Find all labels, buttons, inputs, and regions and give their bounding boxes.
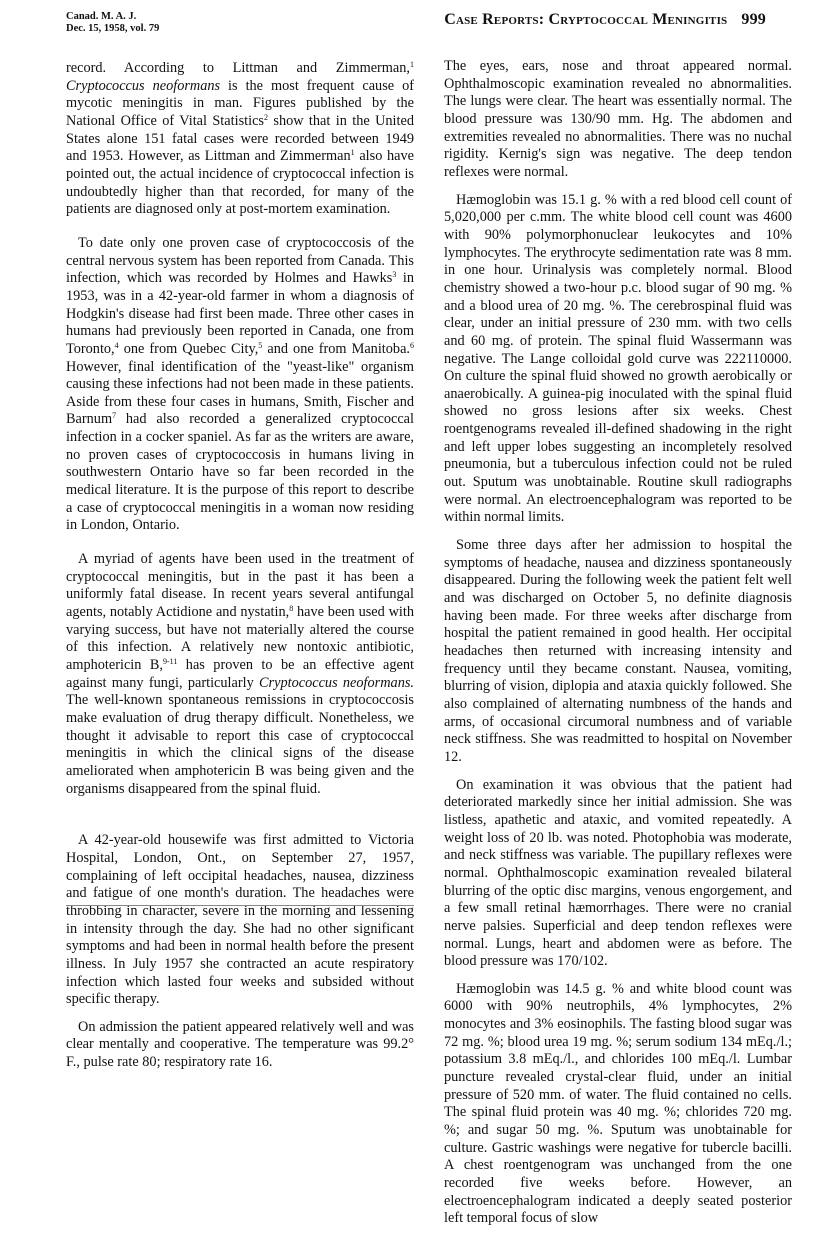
- paragraph-treatment: A myriad of agents have been used in the treatment of cryptococcal meningitis, but in the past it has been a uniformly fatal disease. In recent years several antifungal agents, notably Actidione and nystatin,$^8$ have been used with varying success, but have not materially altered the course of this infection. A relatively new nontoxic antibiotic, amphotericin B,$^{9-11}$ has proven to be an effective agent against many fungi, particularly Cryptococcus neoformans. The well-known spontaneous remissions in cryptococcosis make evaluation of drug therapy difficult. Nonetheless, we thought it advisable to report this case of cryptococcal meningitis in which the clinical signs of the disease ameliorated when amphotericin B was being given and the organisms disappeared from the spinal fluid.: [66, 551, 414, 797]
- paragraph-canadian-cases: To date only one proven case of cryptococcosis of the central nervous system has been reported from Canada. This infection, which was recorded by Holmes and Hawks$^3$ in 1953, was in a 42-year-old farmer in whom a diagnosis of Hodgkin's disease had first been made. Three other cases in humans had previously been reported in Canada, one from Toronto,$^4$ one from Quebec City,$^5$ and one from Manitoba.$^6$ However, final identification of the "yeast-like" organism causing these infections had not been made in these patients. Aside from these four cases in humans, Smith, Fischer and Barnum$^7$ had also recorded a generalized cryptococcal infection in a cocker spaniel. As far as the writers are aware, no proven cases of cryptococcosis in humans living in southwestern Ontario have so far been recorded in the medical literature. It is the purpose of this report to describe a case of cryptococcal meningitis in a woman now residing in London, Ontario.: [66, 234, 414, 534]
- paragraph-incidence: record. According to Littman and Zimmerman,$^1$ Cryptococcus neoformans is the most frequent cause of mycotic meningitis in man. Figures published by the National Office of Vital Statistics$^2$ show that in the United States alone 151 fatal cases were recorded between 1949 and 1953. However, as Littman and Zimmerman$^1$ also have pointed out, the actual incidence of cryptococcal infection is undoubtedly higher than that recorded, for many of the patients are diagnosed only at post-mortem examination.: [66, 60, 414, 218]
- paragraph-lab-findings: Hæmoglobin was 15.1 g. % with a red blood cell count of 5,020,000 per c.mm. The white blood cell count was 4600 with 90% polymorphonuclear leukocytes and 10% lymphocytes. The erythrocyte sedimentation rate was 8 mm. in one hour. Urinalysis was completely normal. Blood chemistry showed a two-hour p.c. blood sugar of 90 mg. % and a blood urea of 20 mg. %. The cerebrospinal fluid was clear, under an initial pressure of 230 mm. with two cells and 60 mg. of protein. The spinal fluid Wassermann was negative. The Lange colloidal gold curve was 222110000. On culture the spinal fluid showed no growth aerobically or anaerobically. A guinea-pig inoculated with the spinal fluid showed no gross lesions after six weeks. Chest roentgenograms revealed ill-defined shadowing in the right and left upper lobes suggesting an incompletely resolved pneumonia, but a tuberculous infection could not be ruled out. Sputum was unobtainable. Routine skull radiographs were normal. An electroencephalogram was reported to be within normal limits.: [444, 191, 792, 526]
- running-title: Case Reports: Cryptococcal Meningitis: [444, 11, 728, 28]
- paragraph-course: Some three days after her admission to hospital the symptoms of headache, nausea and dizziness spontaneously disappeared. During the following week the patient felt well and was discharged on October 5, no definite diagnosis having been made. For three weeks after discharge from hospital the patient remained in good health. Her occipital headaches then returned with increasing intensity and frequency until they became constant. Nausea, vomiting, blurring of vision, diplopia and ataxia quickly followed. She also complained of alternating numbness of the hands and arms, of occasional circumoral numbness and of variable neck stiffness. She was readmitted to hospital on November 12.: [444, 537, 792, 765]
- case-report-divider: [66, 905, 414, 906]
- paragraph-readmission-labs: Hæmoglobin was 14.5 g. % and white blood count was 6000 with 90% neutrophils, 4% lymphocytes, 2% monocytes and 3% eosinophils. The fasting blood sugar was 72 mg. %; blood urea 19 mg. %; serum sodium 134 mEq./l.; potassium 3.8 mEq./l., and chlorides 100 mEq./l. Lumbar puncture revealed crystal-clear fluid, under an initial pressure of 520 mm. of water. The fluid contained no cells. The spinal fluid protein was 40 mg. %; chlorides 720 mg. %; and sugar 50 mg. %. Sputum was unobtainable for culture. Gastric washings were negative for tubercle bacilli. A chest roentgenogram was unchanged from the one recorded five weeks before. However, an electroencephalogram indicated a deeply seated posterior left temporal focus of slow: [444, 980, 792, 1227]
- left-column: [66, 60, 414, 1082]
- right-column: [444, 58, 792, 1238]
- paragraph-case-history: A 42-year-old housewife was first admitted to Victoria Hospital, London, Ont., on September 27, 1957, complaining of left occipital headaches, nausea, dizziness and fatigue of one month's duration. The headaches were throbbing in character, severe in the morning and lessening in intensity through the day. She had no other significant symptoms and had been in normal health before the present illness. In July 1957 she contracted an acute respiratory infection which lasted four weeks and subsided without specific therapy.: [66, 832, 414, 1008]
- journal-name: Canad. M. A. J.: [66, 11, 137, 22]
- paragraph-admission: On admission the patient appeared relatively well and was clear mentally and cooperative. The temperature was 99.2° F., pulse rate 80; respiratory rate 16.: [66, 1018, 414, 1071]
- journal-citation: [66, 11, 159, 35]
- paragraph-readmission-exam: On examination it was obvious that the patient had deteriorated markedly since her initial admission. She was listless, apathetic and ataxic, and vomited repeatedly. A weight loss of 20 lb. was noted. Photophobia was moderate, and neck stiffness was variable. The pupillary reflexes were normal. Ophthalmoscopic examination revealed bilateral blurring of the optic disc margins, venous engorgement, and a few small retinal hæmorrhages. There were no cranial nerve palsies. Superficial and deep tendon reflexes were normal. Lungs, heart and abdomen were as before. The blood pressure was 170/102.: [444, 776, 792, 970]
- paragraph-examination: The eyes, ears, nose and throat appeared normal. Ophthalmoscopic examination revealed no abnormalities. The lungs were clear. The heart was essentially normal. The blood pressure was 130/90 mm. Hg. The abdomen and extremities revealed no abnormalities. There was no nuchal rigidity. Kernig's sign was negative. The deep tendon reflexes were normal.: [444, 58, 792, 180]
- page-number: 999: [741, 11, 766, 28]
- issue-date-volume: Dec. 15, 1958, vol. 79: [66, 23, 160, 34]
- running-header: [444, 11, 766, 29]
